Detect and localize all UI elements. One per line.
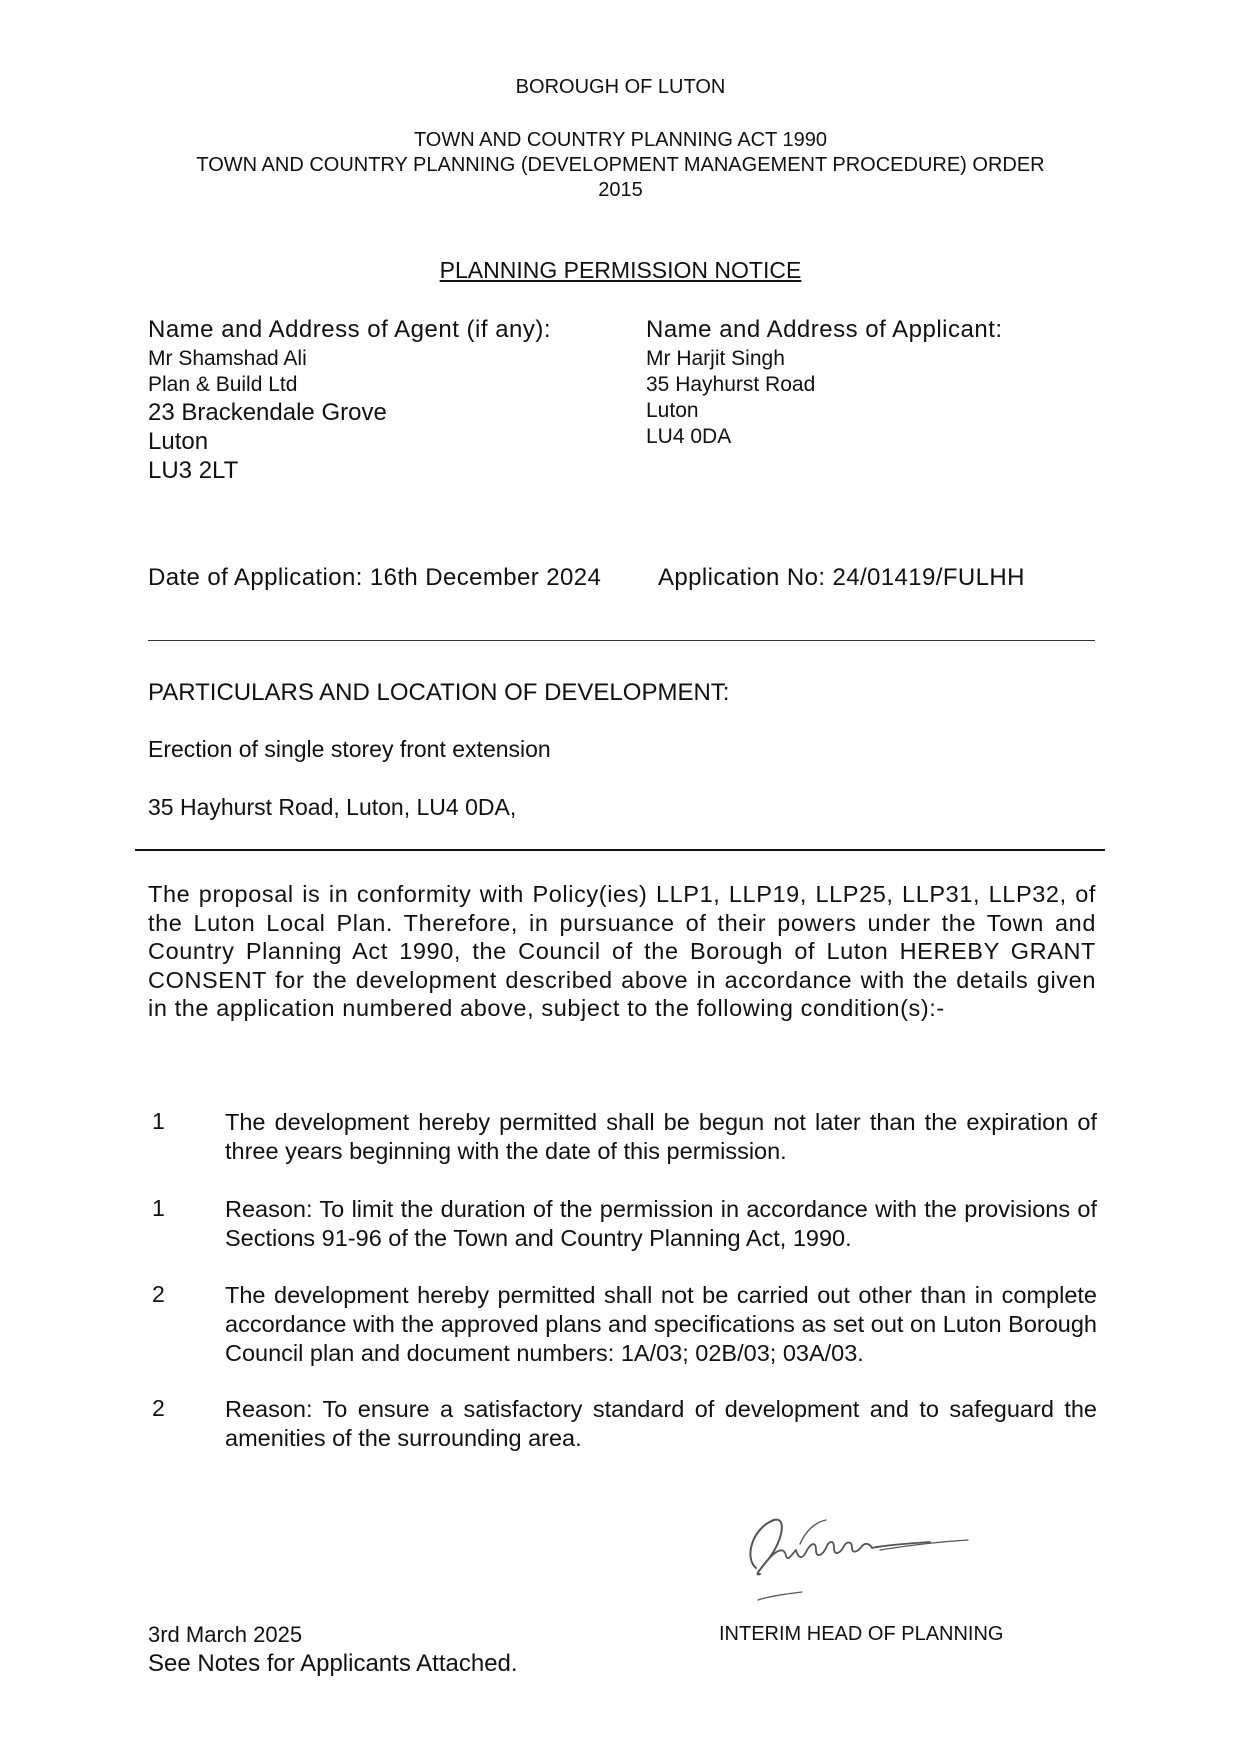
condition-reason: Reason: To limit the duration of the permission in accordance with the provisions of Sections 91-96 of the Town and Country Planning Act, 1990. [225, 1196, 1097, 1251]
development-description: Erection of single storey front extension [148, 736, 551, 762]
condition-number: 1 [152, 1195, 165, 1221]
agent-postcode: LU3 2LT [148, 457, 239, 484]
applicant-street: 35 Hayhurst Road [646, 373, 816, 396]
authority-heading: BOROUGH OF LUTON [515, 76, 726, 98]
agent-street: 23 Brackendale Grove [148, 399, 387, 426]
condition-number: 1 [152, 1108, 165, 1134]
development-location: 35 Hayhurst Road, Luton, LU4 0DA, [148, 794, 517, 820]
decision-date: 3rd March 2025 [148, 1622, 303, 1647]
page-title: PLANNING PERMISSION NOTICE [439, 257, 802, 283]
divider-line [148, 640, 1095, 641]
section-divider [135, 849, 1105, 851]
condition-number: 2 [152, 1395, 165, 1421]
condition-text: The development hereby permitted shall not be carried out other than in complete accordance with the approved plans and specifications as set out on Luton Borough Council plan and document numbers: 1A/03; 02B/03; 03A/03. [225, 1282, 1097, 1366]
agent-name: Mr Shamshad Ali [148, 347, 307, 370]
signatory-title: INTERIM HEAD OF PLANNING [719, 1623, 1004, 1645]
applicant-town: Luton [646, 399, 699, 422]
order-year: 2015 [598, 179, 643, 201]
agent-label: Name and Address of Agent (if any): [148, 316, 552, 343]
condition-reason: Reason: To ensure a satisfactory standard of development and to safeguard the amenities of the surrounding area. [225, 1396, 1097, 1451]
applicant-name: Mr Harjit Singh [646, 347, 785, 370]
applicant-postcode: LU4 0DA [646, 425, 732, 448]
notes-reference: See Notes for Applicants Attached. [148, 1650, 518, 1677]
agent-block [148, 316, 551, 485]
application-number: Application No: 24/01419/FULHH [658, 564, 1025, 591]
condition-text: The development hereby permitted shall be begun not later than the expiration of three years beginning with the date of this permission. [225, 1109, 1097, 1164]
act-line: TOWN AND COUNTRY PLANNING ACT 1990 [413, 129, 828, 151]
applicant-block [646, 316, 1003, 450]
applicant-label: Name and Address of Applicant: [646, 316, 1003, 343]
decision-paragraph: The proposal is in conformity with Policy(ies) LLP1, LLP19, LLP25, LLP31, LLP32, of the Luton Local Plan. Therefore, in pursuance of their powers under the Town and Country Planning Act 1990, the Council of the Borough of Luton HEREBY GRANT CONSENT for the development described above in accordance with the details given in the application numbered above, subject to the following condition(s):- [148, 881, 1096, 1021]
condition-number: 2 [152, 1281, 165, 1307]
application-date: Date of Application: 16th December 2024 [148, 564, 602, 591]
particulars-heading: PARTICULARS AND LOCATION OF DEVELOPMENT: [148, 679, 730, 706]
signature [730, 1500, 1010, 1610]
order-line: TOWN AND COUNTRY PLANNING (DEVELOPMENT MANAGEMENT PROCEDURE) ORDER [196, 154, 1045, 176]
agent-town: Luton [148, 428, 209, 455]
agent-company: Plan & Build Ltd [148, 373, 298, 396]
